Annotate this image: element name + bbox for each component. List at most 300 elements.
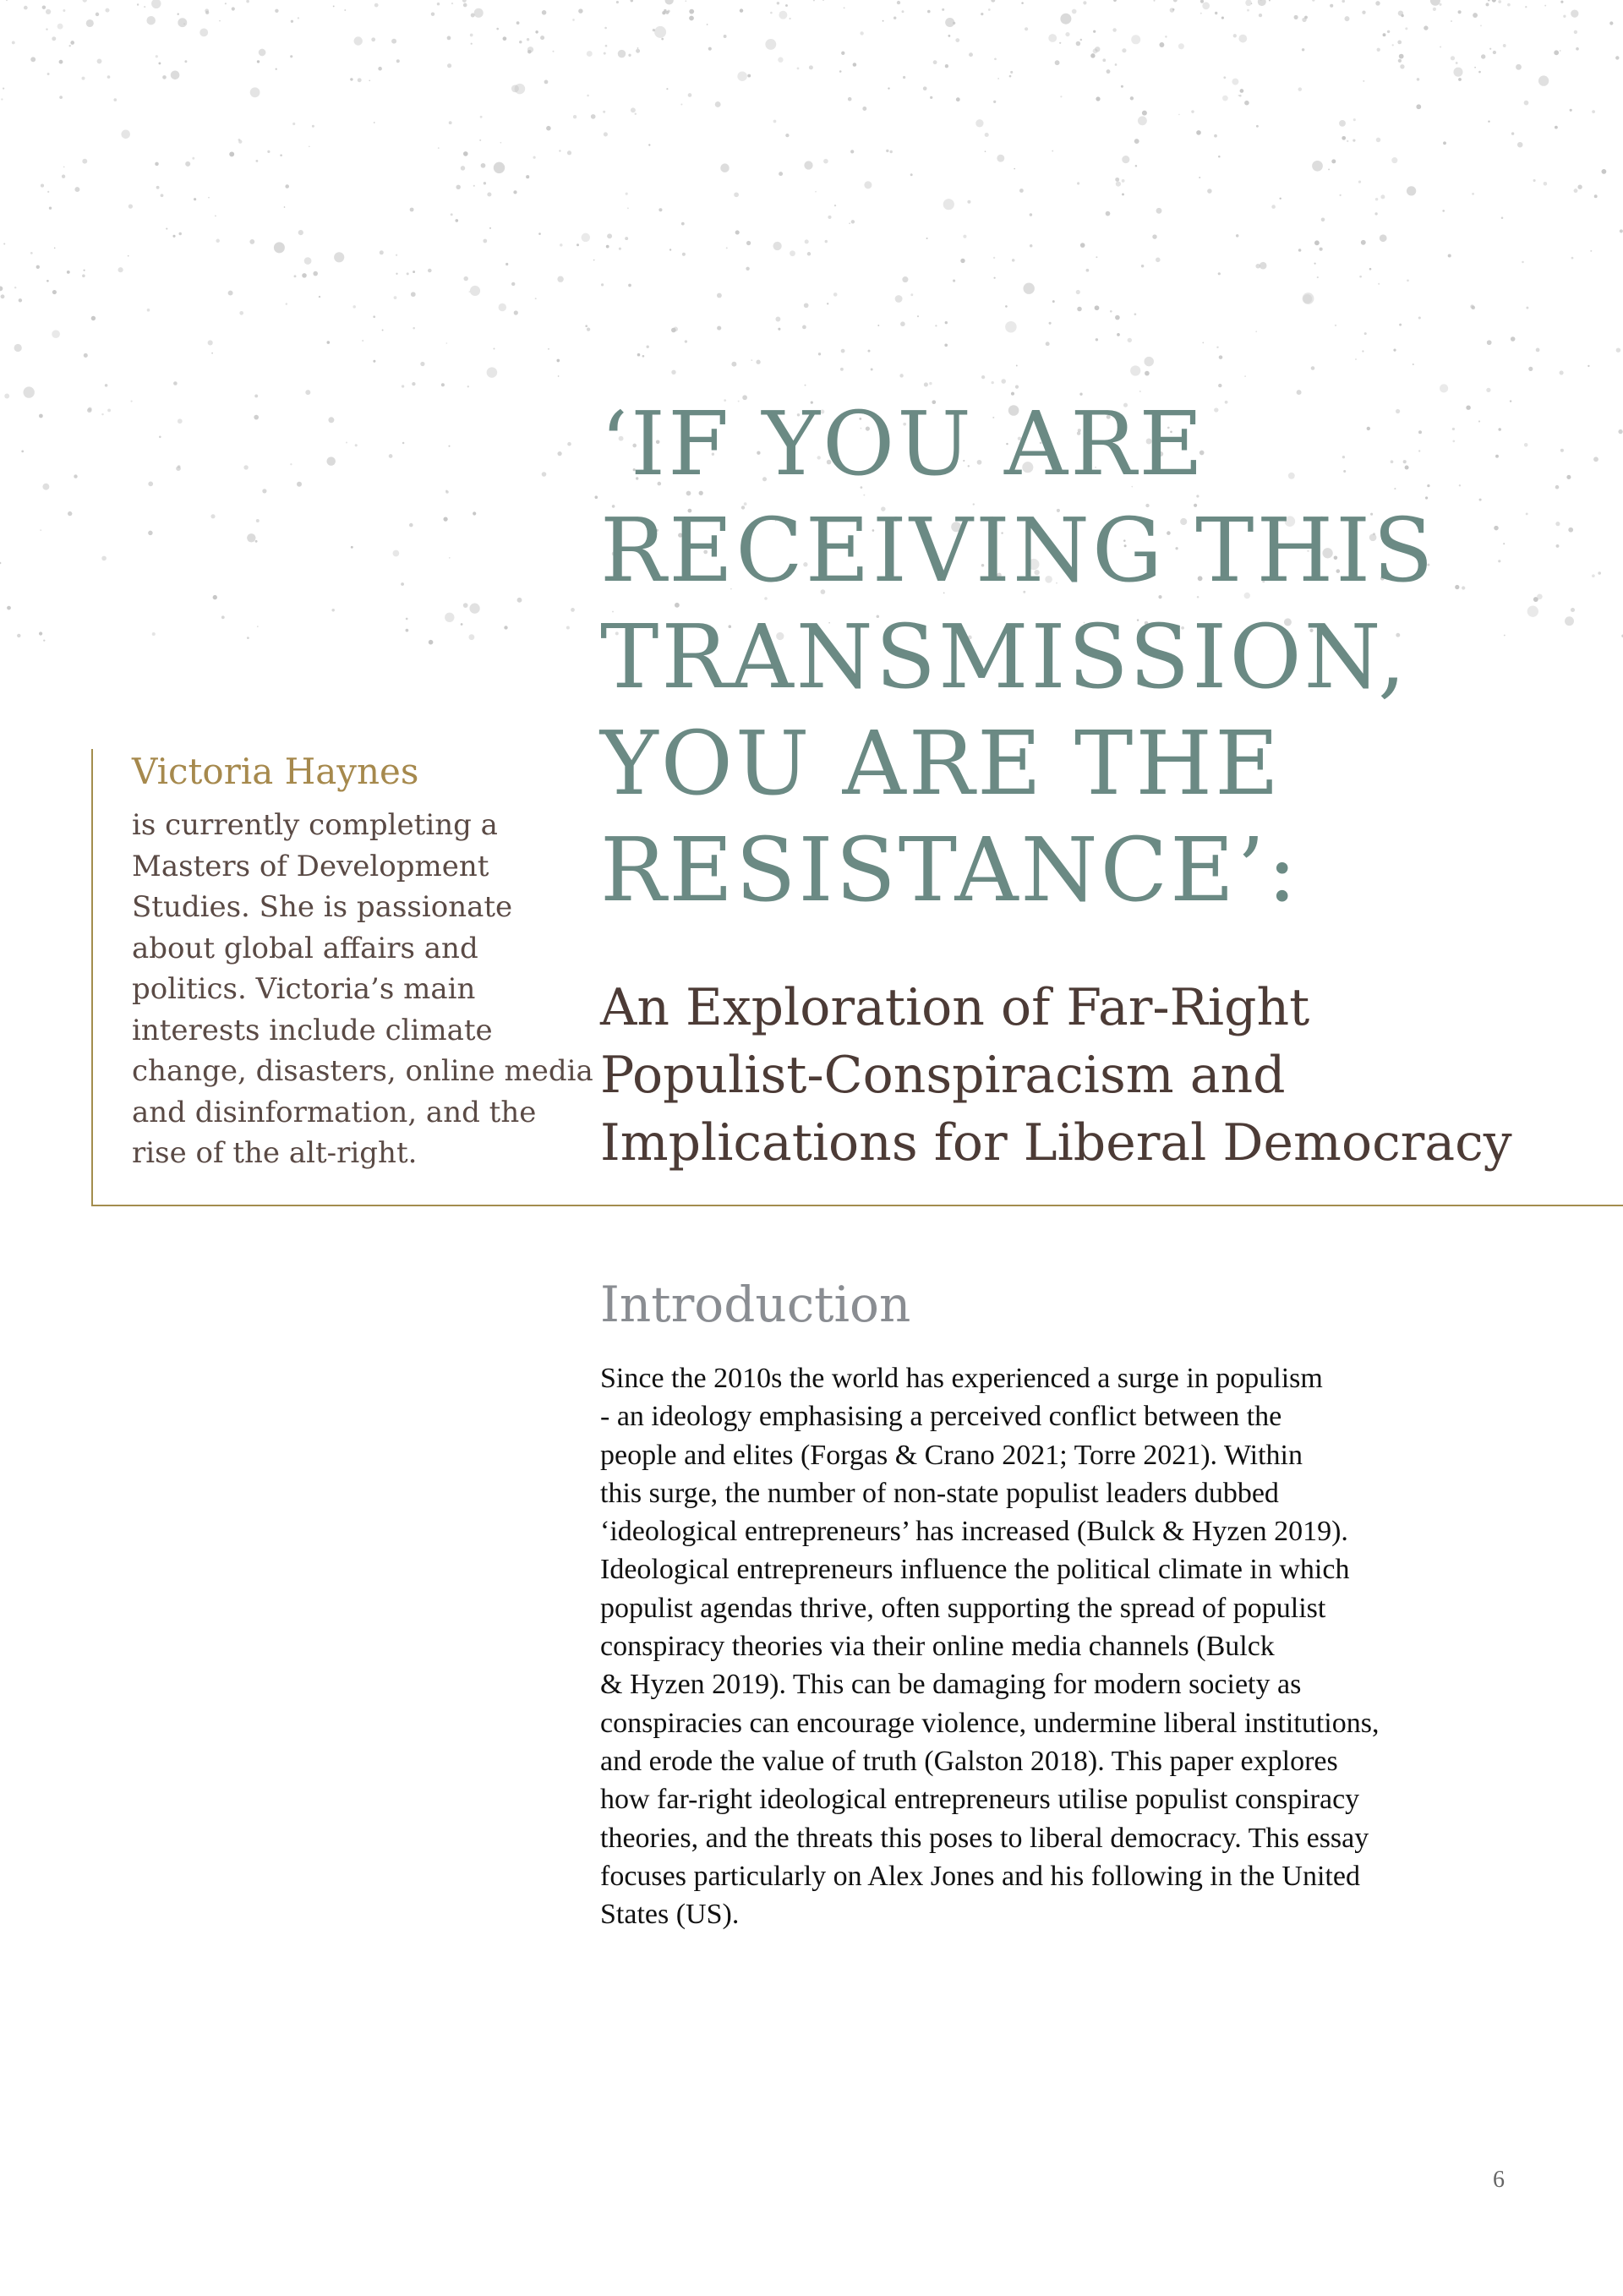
speckle-dot [557,276,563,282]
speckle-dot [542,10,547,15]
speckle-dot [393,550,400,557]
speckle-dot [930,96,932,99]
speckle-dot [669,249,671,250]
speckle-dot [30,252,33,254]
speckle-dot [1178,43,1184,49]
speckle-dot [1134,313,1137,315]
speckle-dot [734,192,739,197]
speckle-dot [893,16,896,19]
speckle-dot [746,241,751,245]
speckle-dot [1244,375,1246,377]
speckle-dot [243,465,248,469]
subtitle-line: Implications for Liberal Democracy [600,1113,1512,1173]
speckle-dot [1488,0,1490,2]
speckle-dot [54,247,56,249]
speckle-dot [171,71,180,80]
speckle-dot [850,150,854,153]
speckle-dot [82,0,86,3]
speckle-dot [463,151,468,156]
speckle-dot [1001,379,1006,384]
speckle-dot [1328,168,1330,170]
speckle-dot [1430,0,1440,6]
speckle-dot [1052,300,1055,303]
speckle-dot [778,57,783,63]
speckle-dot [735,230,740,234]
speckle-dot [804,303,809,308]
speckle-dot [1232,79,1238,85]
speckle-dot [1592,110,1595,113]
speckle-dot [1128,338,1132,342]
speckle-dot [1594,194,1598,198]
speckle-dot [480,116,483,118]
speckle-dot [1487,340,1492,345]
speckle-dot [1501,216,1504,219]
speckle-dot [39,414,43,418]
speckle-dot [59,96,63,99]
speckle-dot [779,11,787,19]
speckle-dot [1048,34,1057,42]
speckle-dot [577,243,579,246]
speckle-dot [886,150,888,152]
author-bio-line: change, disasters, online media [132,1054,593,1088]
speckle-dot [215,216,216,217]
speckle-dot [601,283,604,286]
speckle-dot [326,456,336,466]
speckle-dot [213,595,217,599]
speckle-dot [52,36,56,41]
speckle-dot [494,162,505,173]
speckle-dot [1314,240,1320,245]
speckle-dot [778,328,780,331]
speckle-dot [354,36,363,45]
speckle-dot [637,353,641,357]
speckle-dot [331,609,334,611]
subtitle-line: An Exploration of Far-Right [600,978,1310,1037]
speckle-dot [1260,262,1267,270]
speckle-dot [1369,268,1372,271]
speckle-dot [1618,429,1622,434]
speckle-dot [437,3,440,5]
speckle-dot [1399,54,1404,59]
speckle-dot [671,328,676,333]
speckle-dot [1517,142,1523,148]
speckle-dot [52,290,57,294]
speckle-dot [1587,365,1589,367]
speckle-dot [1025,27,1028,30]
speckle-dot [57,24,63,30]
speckle-dot [997,78,999,79]
speckle-dot [1096,256,1097,258]
speckle-dot [1417,78,1420,81]
speckle-dot [789,18,790,19]
speckle-dot [101,413,103,415]
speckle-dot [910,173,913,176]
section-heading: Introduction [600,1276,911,1333]
speckle-dot [121,130,130,139]
speckle-dot [631,107,636,112]
speckle-dot [1451,20,1452,22]
speckle-dot [1592,574,1595,577]
speckle-dot [247,533,255,542]
speckle-dot [666,88,668,90]
speckle-dot [1,294,5,298]
speckle-dot [1418,316,1421,319]
speckle-dot [411,292,416,297]
speckle-dot [1015,385,1019,389]
speckle-dot [255,540,258,543]
speckle-dot [178,232,181,235]
speckle-dot [1072,9,1077,14]
speckle-dot [654,26,666,38]
speckle-dot [292,123,295,125]
speckle-dot [17,634,20,637]
speckle-dot [515,84,526,95]
speckle-dot [219,20,221,22]
speckle-dot [1294,15,1298,19]
speckle-dot [1560,50,1561,52]
speckle-dot [582,233,590,242]
speckle-dot [1236,234,1238,237]
speckle-dot [1453,68,1462,77]
speckle-dot [1393,349,1396,352]
speckle-dot [860,31,863,35]
speckle-dot [1065,32,1069,36]
speckle-dot [333,5,335,7]
speckle-dot [194,198,196,200]
speckle-dot [455,219,458,222]
speckle-dot [731,362,736,367]
speckle-dot [648,144,650,145]
speckle-dot [981,375,985,379]
speckle-dot [285,184,289,189]
speckle-dot [558,375,560,377]
speckle-dot [628,284,631,287]
speckle-dot [595,495,598,499]
speckle-dot [208,197,210,199]
speckle-dot [785,4,788,7]
speckle-dot [871,369,873,371]
speckle-dot [944,343,948,347]
speckle-dot [572,19,575,21]
speckle-dot [445,613,454,622]
speckle-dot [1113,0,1117,2]
speckle-dot [604,132,608,136]
speckle-dot [587,51,593,57]
speckle-dot [1093,48,1098,53]
speckle-dot [1560,370,1564,374]
speckle-dot [813,0,815,1]
speckle-dot [216,239,219,243]
speckle-dot [128,255,129,257]
speckle-dot [0,562,1,565]
speckle-dot [1516,64,1522,70]
speckle-dot [1055,60,1060,65]
speckle-dot [494,348,495,350]
speckle-dot [1012,259,1015,262]
speckle-dot [1311,366,1315,370]
speckle-dot [513,190,516,194]
speckle-dot [1376,138,1380,142]
speckle-dot [1314,263,1316,265]
speckle-dot [505,263,508,265]
speckle-dot [1458,78,1462,81]
speckle-dot [161,194,164,197]
speckle-dot [257,60,260,63]
speckle-dot [1244,101,1249,106]
speckle-dot [1524,101,1529,106]
paragraph-line: how far-right ideological entrepreneurs utilise populist conspiracy [600,1784,1360,1816]
speckle-dot [1215,12,1217,14]
speckle-dot [1219,355,1223,359]
author-bio-line: is currently completing a [132,808,498,842]
speckle-dot [945,18,954,27]
speckle-dot [773,242,781,250]
speckle-dot [1593,456,1598,462]
speckle-dot [1298,87,1303,91]
author-bio-line: rise of the alt-right. [132,1136,418,1170]
speckle-dot [707,24,708,25]
paragraph-line: conspiracies can encourage violence, undermine liberal institutions, [600,1707,1380,1739]
speckle-dot [461,166,465,170]
speckle-dot [499,303,506,311]
speckle-dot [1312,0,1314,2]
speckle-dot [1030,244,1033,248]
speckle-dot [1156,258,1161,263]
speckle-dot [148,482,153,487]
speckle-dot [413,271,415,273]
speckle-dot [443,517,447,521]
speckle-dot [526,175,529,178]
speckle-dot [1239,95,1242,97]
speckle-dot [1493,51,1496,54]
speckle-dot [489,227,491,229]
speckle-dot [1154,0,1156,2]
speckle-dot [1095,305,1100,310]
speckle-dot [49,207,52,210]
speckle-dot [636,49,640,53]
speckle-dot [107,408,111,412]
speckle-dot [87,408,92,413]
speckle-dot [21,451,24,453]
speckle-dot [1216,347,1218,348]
speckle-dot [717,326,721,331]
speckle-dot [890,150,893,153]
speckle-dot [101,556,107,561]
speckle-dot [591,114,596,119]
speckle-dot [943,199,954,210]
speckle-dot [19,298,22,302]
speckle-dot [1486,3,1489,6]
speckle-dot [1005,321,1017,333]
speckle-dot [462,0,467,3]
speckle-dot [431,12,434,15]
speckle-dot [1615,56,1619,59]
speckle-dot [527,50,532,54]
speckle-dot [1554,50,1559,55]
speckle-dot [1256,125,1259,128]
speckle-dot [688,93,692,97]
speckle-dot [955,38,959,42]
speckle-dot [585,325,587,327]
speckle-dot [210,514,215,518]
speckle-dot [822,0,824,1]
speckle-dot [479,139,481,141]
speckle-dot [607,233,612,238]
speckle-dot [726,247,728,249]
speckle-dot [84,353,88,358]
speckle-dot [147,309,150,312]
speckle-dot [593,260,595,261]
speckle-dot [461,623,463,626]
speckle-dot [953,280,955,282]
speckle-dot [511,282,515,286]
speckle-dot [1375,198,1378,200]
speckle-dot [1049,322,1052,325]
speckle-dot [635,112,637,114]
speckle-dot [1145,371,1150,376]
speckle-dot [1251,3,1253,4]
speckle-dot [1478,71,1481,74]
speckle-dot [409,523,413,528]
speckle-dot [451,213,453,216]
speckle-dot [382,330,384,331]
paragraph-line: this surge, the number of non-state populist leaders dubbed [600,1477,1279,1509]
speckle-dot [47,191,49,193]
speckle-dot [1335,325,1336,326]
speckle-dot [470,34,473,37]
speckle-dot [1218,156,1221,158]
speckle-dot [790,250,795,256]
speckle-dot [1574,189,1578,193]
speckle-dot [653,29,655,31]
speckle-dot [746,267,749,271]
speckle-dot [105,384,108,387]
speckle-dot [41,184,44,188]
speckle-dot [504,626,507,629]
speckle-dot [573,115,577,118]
speckle-dot [262,489,266,493]
speckle-dot [1363,80,1364,82]
speckle-dot [396,254,397,256]
speckle-dot [1574,30,1577,34]
speckle-dot [945,64,948,68]
speckle-dot [500,142,502,144]
paragraph-line: conspiracy theories via their online media channels (Bulck [600,1631,1275,1663]
speckle-dot [969,52,973,57]
speckle-dot [1355,358,1357,360]
speckle-dot [1093,30,1096,33]
speckle-dot [662,11,665,14]
speckle-dot [997,155,1004,162]
speckle-dot [463,603,468,608]
speckle-dot [1059,42,1061,44]
speckle-dot [74,474,77,478]
speckle-dot [988,8,991,11]
speckle-dot [1536,348,1540,353]
speckle-dot [849,222,850,224]
speckle-dot [1106,211,1111,216]
speckle-dot [1122,156,1129,163]
speckle-dot [1023,282,1034,293]
speckle-dot [1439,3,1441,6]
speckle-dot [1259,14,1262,17]
speckle-dot [807,252,812,256]
speckle-dot [773,120,777,123]
speckle-dot [604,27,607,30]
speckle-dot [556,359,560,363]
speckle-dot [605,45,608,47]
paragraph-line: people and elites (Forgas & Crano 2021; Torre 2021). Within [600,1439,1303,1471]
speckle-dot [1339,120,1346,127]
speckle-dot [1609,21,1613,25]
speckle-dot [249,239,254,244]
speckle-dot [286,303,287,304]
speckle-dot [1571,257,1574,260]
speckle-dot [1383,33,1386,36]
speckle-dot [963,235,966,238]
speckle-dot [1030,213,1033,216]
speckle-dot [232,7,235,10]
subtitle-line: Populist-Conspiracism and [600,1046,1286,1105]
speckle-dot [1353,118,1356,121]
speckle-dot [162,75,167,79]
speckle-dot [1083,1,1086,4]
speckle-dot [1303,294,1312,303]
speckle-dot [559,150,560,151]
speckle-dot [82,159,87,164]
speckle-dot [1352,139,1355,141]
speckle-dot [519,41,522,43]
speckle-dot [1511,336,1516,342]
speckle-dot [313,271,318,276]
speckle-dot [1200,0,1204,3]
speckle-dot [373,360,375,363]
speckle-dot [1202,342,1204,344]
speckle-dot [469,291,471,292]
speckle-dot [1218,384,1221,387]
speckle-dot [255,160,258,162]
speckle-dot [1121,85,1123,88]
speckle-dot [148,531,152,535]
speckle-dot [113,98,117,101]
speckle-dot [1159,42,1164,47]
speckle-dot [1110,310,1112,313]
speckle-dot [993,101,996,103]
speckle-dot [527,38,529,41]
speckle-dot [557,451,561,456]
speckle-dot [1096,96,1100,101]
speckle-dot [319,296,320,298]
speckle-dot [74,187,79,192]
speckle-dot [396,273,397,275]
speckle-dot [1492,0,1496,3]
speckle-dot [642,355,645,358]
speckle-dot [975,119,983,127]
speckle-dot [942,8,944,11]
speckle-dot [1302,48,1304,51]
speckle-dot [910,293,913,296]
speckle-dot [1271,205,1276,209]
speckle-dot [192,157,194,160]
speckle-dot [1107,69,1111,74]
speckle-dot [1144,357,1153,366]
speckle-dot [929,382,932,385]
speckle-dot [46,9,51,14]
speckle-dot [346,442,347,444]
speckle-dot [173,381,178,385]
speckle-dot [1474,67,1476,68]
speckle-dot [665,0,674,5]
